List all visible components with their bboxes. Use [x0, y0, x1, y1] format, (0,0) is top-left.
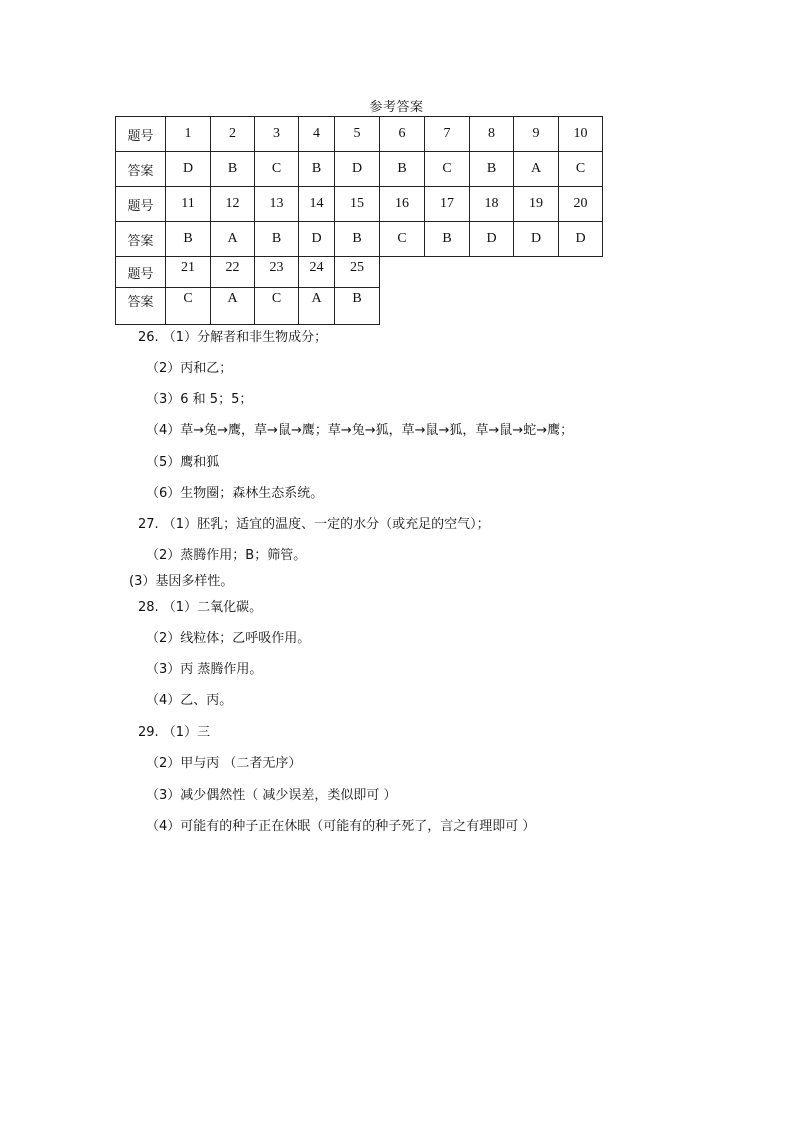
table-cell: 1 — [165, 116, 211, 152]
table-cell: C — [379, 221, 425, 257]
table-cell: 8 — [469, 116, 514, 152]
table-cell: B — [165, 221, 211, 257]
table-cell: 23 — [254, 256, 299, 288]
row-label: 答案 — [115, 221, 166, 257]
answer-line: (3）基因多样性。 — [129, 574, 234, 589]
table-cell: 22 — [210, 256, 255, 288]
answer-line: 26. （1）分解者和非生物成分； — [138, 330, 328, 345]
answer-line: （3）丙 蒸腾作用。 — [146, 662, 263, 677]
row-label: 答案 — [115, 287, 166, 325]
table-cell: A — [513, 151, 559, 187]
row-label: 题号 — [115, 256, 166, 288]
table-cell: B — [254, 221, 299, 257]
table-cell: C — [254, 151, 299, 187]
answer-table — [116, 117, 603, 325]
answer-line: （4）乙、丙。 — [146, 693, 233, 708]
row-label: 答案 — [115, 151, 166, 187]
table-cell: 19 — [513, 186, 559, 222]
table-cell: B — [469, 151, 514, 187]
table-row — [116, 288, 603, 325]
answer-line: （4）草→兔→鹰，草→鼠→鹰；草→兔→狐，草→鼠→狐，草→鼠→蛇→鹰； — [146, 423, 574, 438]
row-label: 题号 — [115, 186, 166, 222]
table-cell: A — [210, 221, 255, 257]
table-cell: 18 — [469, 186, 514, 222]
table-cell: D — [298, 221, 335, 257]
table-cell: 15 — [334, 186, 380, 222]
table-cell: D — [469, 221, 514, 257]
table-cell: A — [298, 287, 335, 325]
table-cell: 20 — [558, 186, 603, 222]
table-cell: D — [165, 151, 211, 187]
table-cell: 14 — [298, 186, 335, 222]
table-cell: B — [379, 151, 425, 187]
table-cell: 16 — [379, 186, 425, 222]
answer-line: 28. （1）二氧化碳。 — [138, 600, 263, 615]
table-row — [116, 257, 603, 288]
table-cell: 13 — [254, 186, 299, 222]
table-cell: 24 — [298, 256, 335, 288]
table-cell: D — [513, 221, 559, 257]
table-cell: 12 — [210, 186, 255, 222]
table-cell: B — [298, 151, 335, 187]
row-label: 题号 — [115, 116, 166, 152]
table-row — [116, 222, 603, 257]
table-cell: A — [210, 287, 255, 325]
answer-line: （3）6 和 5；5； — [146, 392, 253, 407]
answer-line: （2）线粒体；乙呼吸作用。 — [146, 631, 311, 646]
answer-line: （3）减少偶然性（ 减少误差，类似即可 ） — [146, 788, 397, 803]
table-cell: B — [334, 287, 380, 325]
answer-line: （2）甲与丙 （二者无序） — [146, 756, 302, 771]
page-title: 参考答案 — [369, 100, 424, 115]
table-cell: C — [254, 287, 299, 325]
table-cell: B — [424, 221, 470, 257]
table-cell: 17 — [424, 186, 470, 222]
answer-line: （2）蒸腾作用；B；筛管。 — [146, 548, 307, 563]
table-cell: 21 — [165, 256, 211, 288]
answer-line: 29. （1）三 — [138, 725, 211, 740]
answer-line: 27. （1）胚乳；适宜的温度、一定的水分（或充足的空气）； — [138, 517, 490, 532]
table-cell: 7 — [424, 116, 470, 152]
table-cell: C — [558, 151, 603, 187]
table-cell: D — [334, 151, 380, 187]
table-cell: 11 — [165, 186, 211, 222]
table-cell: 3 — [254, 116, 299, 152]
table-cell: B — [210, 151, 255, 187]
table-cell: 4 — [298, 116, 335, 152]
answer-line: （4）可能有的种子正在休眠（可能有的种子死了，言之有理即可 ） — [146, 819, 536, 834]
table-cell: 25 — [334, 256, 380, 288]
table-cell: C — [165, 287, 211, 325]
table-cell: D — [558, 221, 603, 257]
table-cell: 6 — [379, 116, 425, 152]
answer-line: （2）丙和乙； — [146, 361, 233, 376]
table-row — [116, 152, 603, 187]
table-cell: 2 — [210, 116, 255, 152]
table-cell: C — [424, 151, 470, 187]
answer-line: （5）鹰和狐 — [146, 455, 220, 470]
table-row — [116, 117, 603, 152]
table-cell: B — [334, 221, 380, 257]
table-row — [116, 187, 603, 222]
answer-line: （6）生物圈；森林生态系统。 — [146, 486, 324, 501]
table-cell: 5 — [334, 116, 380, 152]
table-cell: 10 — [558, 116, 603, 152]
table-cell: 9 — [513, 116, 559, 152]
